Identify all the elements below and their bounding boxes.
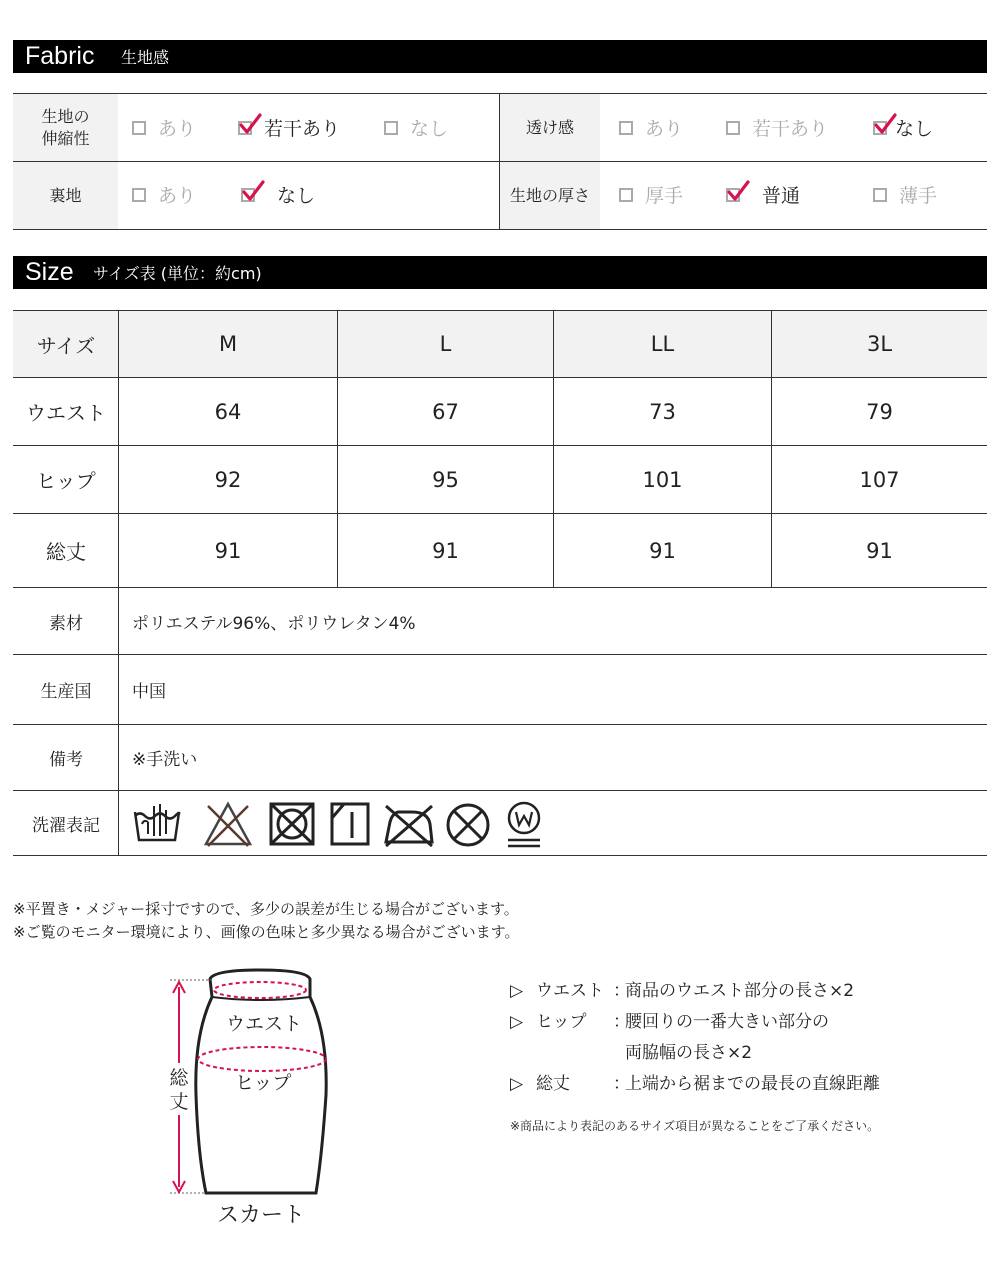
- legend-desc: 上端から裾までの最長の直線距離: [625, 1074, 880, 1094]
- size-col-3l: 3L: [866, 332, 893, 356]
- divider: [13, 790, 987, 791]
- checkbox-icon: [384, 121, 398, 135]
- waist-3l: 79: [866, 399, 893, 424]
- size-col-m: M: [218, 332, 238, 356]
- hip-3l: 107: [859, 467, 900, 492]
- length-l: 91: [432, 538, 459, 563]
- checkbox-icon: [132, 188, 146, 202]
- fabric-option-label: 普通: [762, 185, 801, 207]
- hip-m: 92: [214, 467, 242, 492]
- fabric-option-label: 厚手: [645, 185, 684, 207]
- waist-label: ウエスト: [26, 401, 106, 425]
- size-table: [13, 310, 987, 855]
- legend-desc: 腰回りの一番大きい部分の: [625, 1012, 829, 1032]
- legend-desc: 商品のウエスト部分の長さ×2: [625, 981, 855, 1001]
- legend-key: 総丈: [536, 1074, 570, 1094]
- size-header: [13, 256, 987, 289]
- fabric-option-label: なし: [277, 185, 316, 207]
- triangle-icon: ▷: [510, 1074, 524, 1094]
- fabric-option-label: 若干あり: [264, 118, 341, 140]
- fabric-option-label: 薄手: [899, 185, 938, 207]
- legend-note: ※商品により表記のあるサイズ項目が異なることをご了承ください。: [510, 1119, 880, 1133]
- origin-label: 生産国: [40, 682, 92, 702]
- fabric-table: [13, 93, 987, 230]
- no-bleach-icon: [206, 804, 250, 846]
- fabric-option-label: あり: [645, 118, 684, 140]
- legend-key: ヒップ: [536, 1012, 587, 1032]
- hip-l: 95: [432, 467, 459, 492]
- fabric-option-label: なし: [410, 118, 449, 140]
- legend-key: ウエスト: [536, 981, 604, 1001]
- size-subtitle: サイズ表 (単位：約cm): [93, 264, 262, 283]
- length-3l: 91: [866, 538, 893, 563]
- waist-l: 67: [432, 399, 459, 424]
- fabric-option: [619, 94, 683, 161]
- fabric-option: [873, 161, 937, 228]
- checked-checkbox-icon: [726, 188, 740, 202]
- checked-checkbox-icon: [873, 121, 887, 135]
- material-value: ポリエステル96%、ポリウレタン4%: [132, 613, 416, 634]
- triangle-icon: ▷: [510, 981, 524, 1001]
- remarks-label: 備考: [49, 750, 83, 770]
- fabric-option: [726, 161, 800, 228]
- fabric-option-label: あり: [158, 118, 197, 140]
- triangle-icon: ▷: [510, 1012, 524, 1032]
- checkbox-icon: [619, 121, 633, 135]
- care-label: 洗濯表記: [32, 815, 100, 836]
- thickness-label: 生地の厚さ: [500, 162, 600, 229]
- diagram-caption: スカート: [217, 1203, 306, 1228]
- divider: [13, 855, 987, 856]
- fabric-option: [619, 161, 683, 228]
- fabric-option-label: なし: [895, 118, 934, 140]
- fabric-option: [241, 161, 315, 228]
- fabric-option: [132, 161, 196, 228]
- fabric-header: [13, 40, 987, 73]
- lining-label: 裏地: [13, 162, 118, 229]
- remarks-value: ※手洗い: [132, 750, 198, 770]
- no-iron-icon: [386, 806, 432, 846]
- diagram-length-label: 総丈: [169, 1067, 189, 1113]
- length-m: 91: [214, 538, 242, 563]
- line-dry-icon: [332, 804, 368, 844]
- checkbox-icon: [132, 121, 146, 135]
- size-header-label: サイズ: [36, 333, 96, 358]
- note-line: ※平置き・メジャー採寸ですので、多少の誤差が生じる場合がございます。: [13, 900, 519, 918]
- diagram-waist-label: ウエスト: [226, 1013, 303, 1035]
- fabric-option: [873, 94, 933, 161]
- hip-ll: 101: [642, 467, 683, 492]
- note-line: ※ご覧のモニター環境により、画像の色味と多少異なる場合がございます。: [13, 923, 520, 941]
- legend-desc: 両脇幅の長さ×2: [625, 1043, 753, 1063]
- waist-ll: 73: [649, 399, 676, 424]
- length-ll: 91: [649, 538, 676, 563]
- hip-label: ヒップ: [36, 469, 96, 493]
- fabric-option-label: 若干あり: [752, 118, 829, 140]
- checkbox-icon: [726, 121, 740, 135]
- stretch-label: 生地の 伸縮性: [13, 94, 118, 161]
- checked-checkbox-icon: [238, 121, 252, 135]
- fabric-title: Fabric: [25, 42, 95, 70]
- checkbox-icon: [873, 188, 887, 202]
- diagram-hip-label: ヒップ: [235, 1072, 292, 1094]
- size-title: Size: [25, 258, 74, 286]
- waist-m: 64: [214, 399, 242, 424]
- no-tumble-dry-icon: [271, 804, 313, 844]
- size-col-l: L: [439, 332, 452, 356]
- fabric-option: [384, 94, 448, 161]
- care-icons: [132, 798, 552, 850]
- sheer-label: 透け感: [500, 94, 600, 161]
- fabric-option: [726, 94, 828, 161]
- notes: [13, 898, 519, 944]
- checkbox-icon: [619, 188, 633, 202]
- fabric-option: [238, 94, 340, 161]
- length-label: 総丈: [46, 540, 86, 564]
- checked-checkbox-icon: [241, 188, 255, 202]
- fabric-subtitle: 生地感: [121, 48, 170, 67]
- material-label: 素材: [49, 613, 83, 634]
- fabric-option: [132, 94, 196, 161]
- fabric-option-label: あり: [158, 185, 197, 207]
- origin-value: 中国: [132, 682, 166, 702]
- no-dry-clean-icon: [448, 805, 488, 845]
- wet-cleaning-icon: [508, 803, 540, 846]
- size-col-ll: LL: [650, 332, 675, 356]
- hand-wash-icon: [135, 804, 179, 840]
